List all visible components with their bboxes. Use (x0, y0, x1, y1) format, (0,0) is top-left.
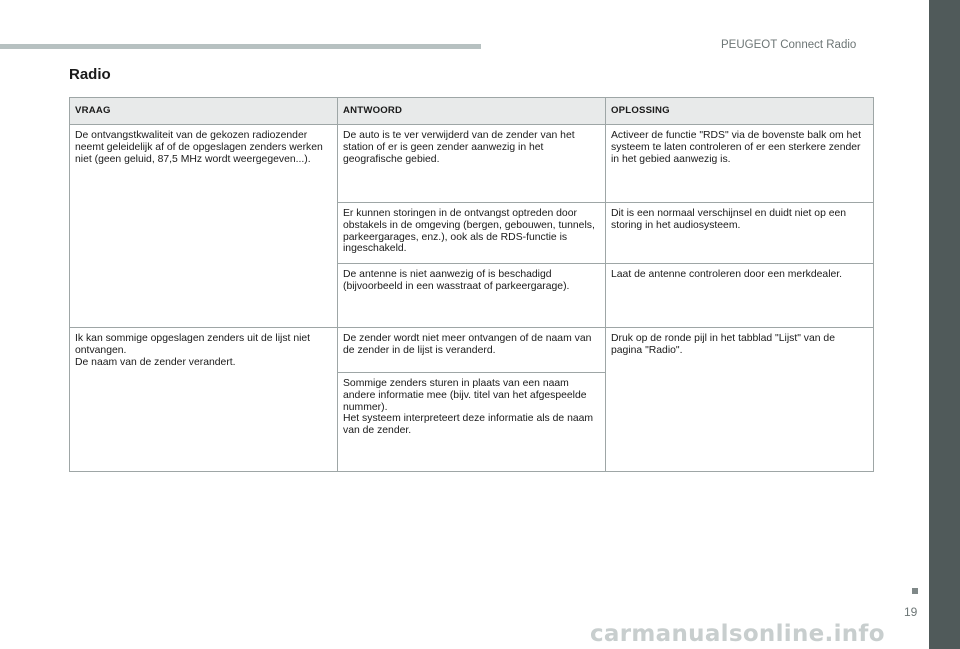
table-row (70, 328, 874, 373)
solution-cell: Laat de antenne controleren door een merkdealer. (606, 264, 874, 328)
question-cell: De ontvangstkwaliteit van de gekozen radiozender neemt geleidelijk af of de opgeslagen zenders werken niet (geen geluid, 87,5 MHz wordt weergegeven...). (70, 125, 338, 328)
solution-cell: Druk op de ronde pijl in het tabblad "Lijst" van de pagina "Radio". (606, 328, 874, 472)
header-rule (0, 44, 481, 49)
column-header-question: VRAAG (70, 98, 338, 125)
watermark: carmanualsonline.info (590, 621, 885, 647)
page-edge-strip (929, 0, 960, 649)
column-header-solution: OPLOSSING (606, 98, 874, 125)
header-label: PEUGEOT Connect Radio (721, 39, 857, 51)
answer-cell: De antenne is niet aanwezig of is beschadigd (bijvoorbeeld in een wasstraat of parkeergarage). (338, 264, 606, 328)
solution-cell: Activeer de functie "RDS" via de bovenste balk om het systeem te laten controleren of er een sterkere zender in het gebied aanwezig is. (606, 125, 874, 203)
table-header-row (70, 98, 874, 125)
troubleshooting-table (69, 97, 874, 472)
page-number: 19 (904, 605, 918, 619)
column-header-answer: ANTWOORD (338, 98, 606, 125)
page-marker-square (912, 588, 918, 594)
solution-cell: Dit is een normaal verschijnsel en duidt niet op een storing in het audiosysteem. (606, 203, 874, 264)
section-title: Radio (69, 66, 111, 83)
question-cell: Ik kan sommige opgeslagen zenders uit de lijst niet ontvangen. De naam van de zender verandert. (70, 328, 338, 472)
answer-cell: Sommige zenders sturen in plaats van een naam andere informatie mee (bijv. titel van het afgespeelde nummer). Het systeem interpreteert deze informatie als de naam van de zender. (338, 373, 606, 472)
table-row (70, 125, 874, 203)
answer-cell: Er kunnen storingen in de ontvangst optreden door obstakels in de omgeving (bergen, gebouwen, tunnels, parkeergarages, enz.), ook als de RDS-functie is ingeschakeld. (338, 203, 606, 264)
answer-cell: De zender wordt niet meer ontvangen of de naam van de zender in de lijst is veranderd. (338, 328, 606, 373)
answer-cell: De auto is te ver verwijderd van de zender van het station of er is geen zender aanwezig in het geografische gebied. (338, 125, 606, 203)
